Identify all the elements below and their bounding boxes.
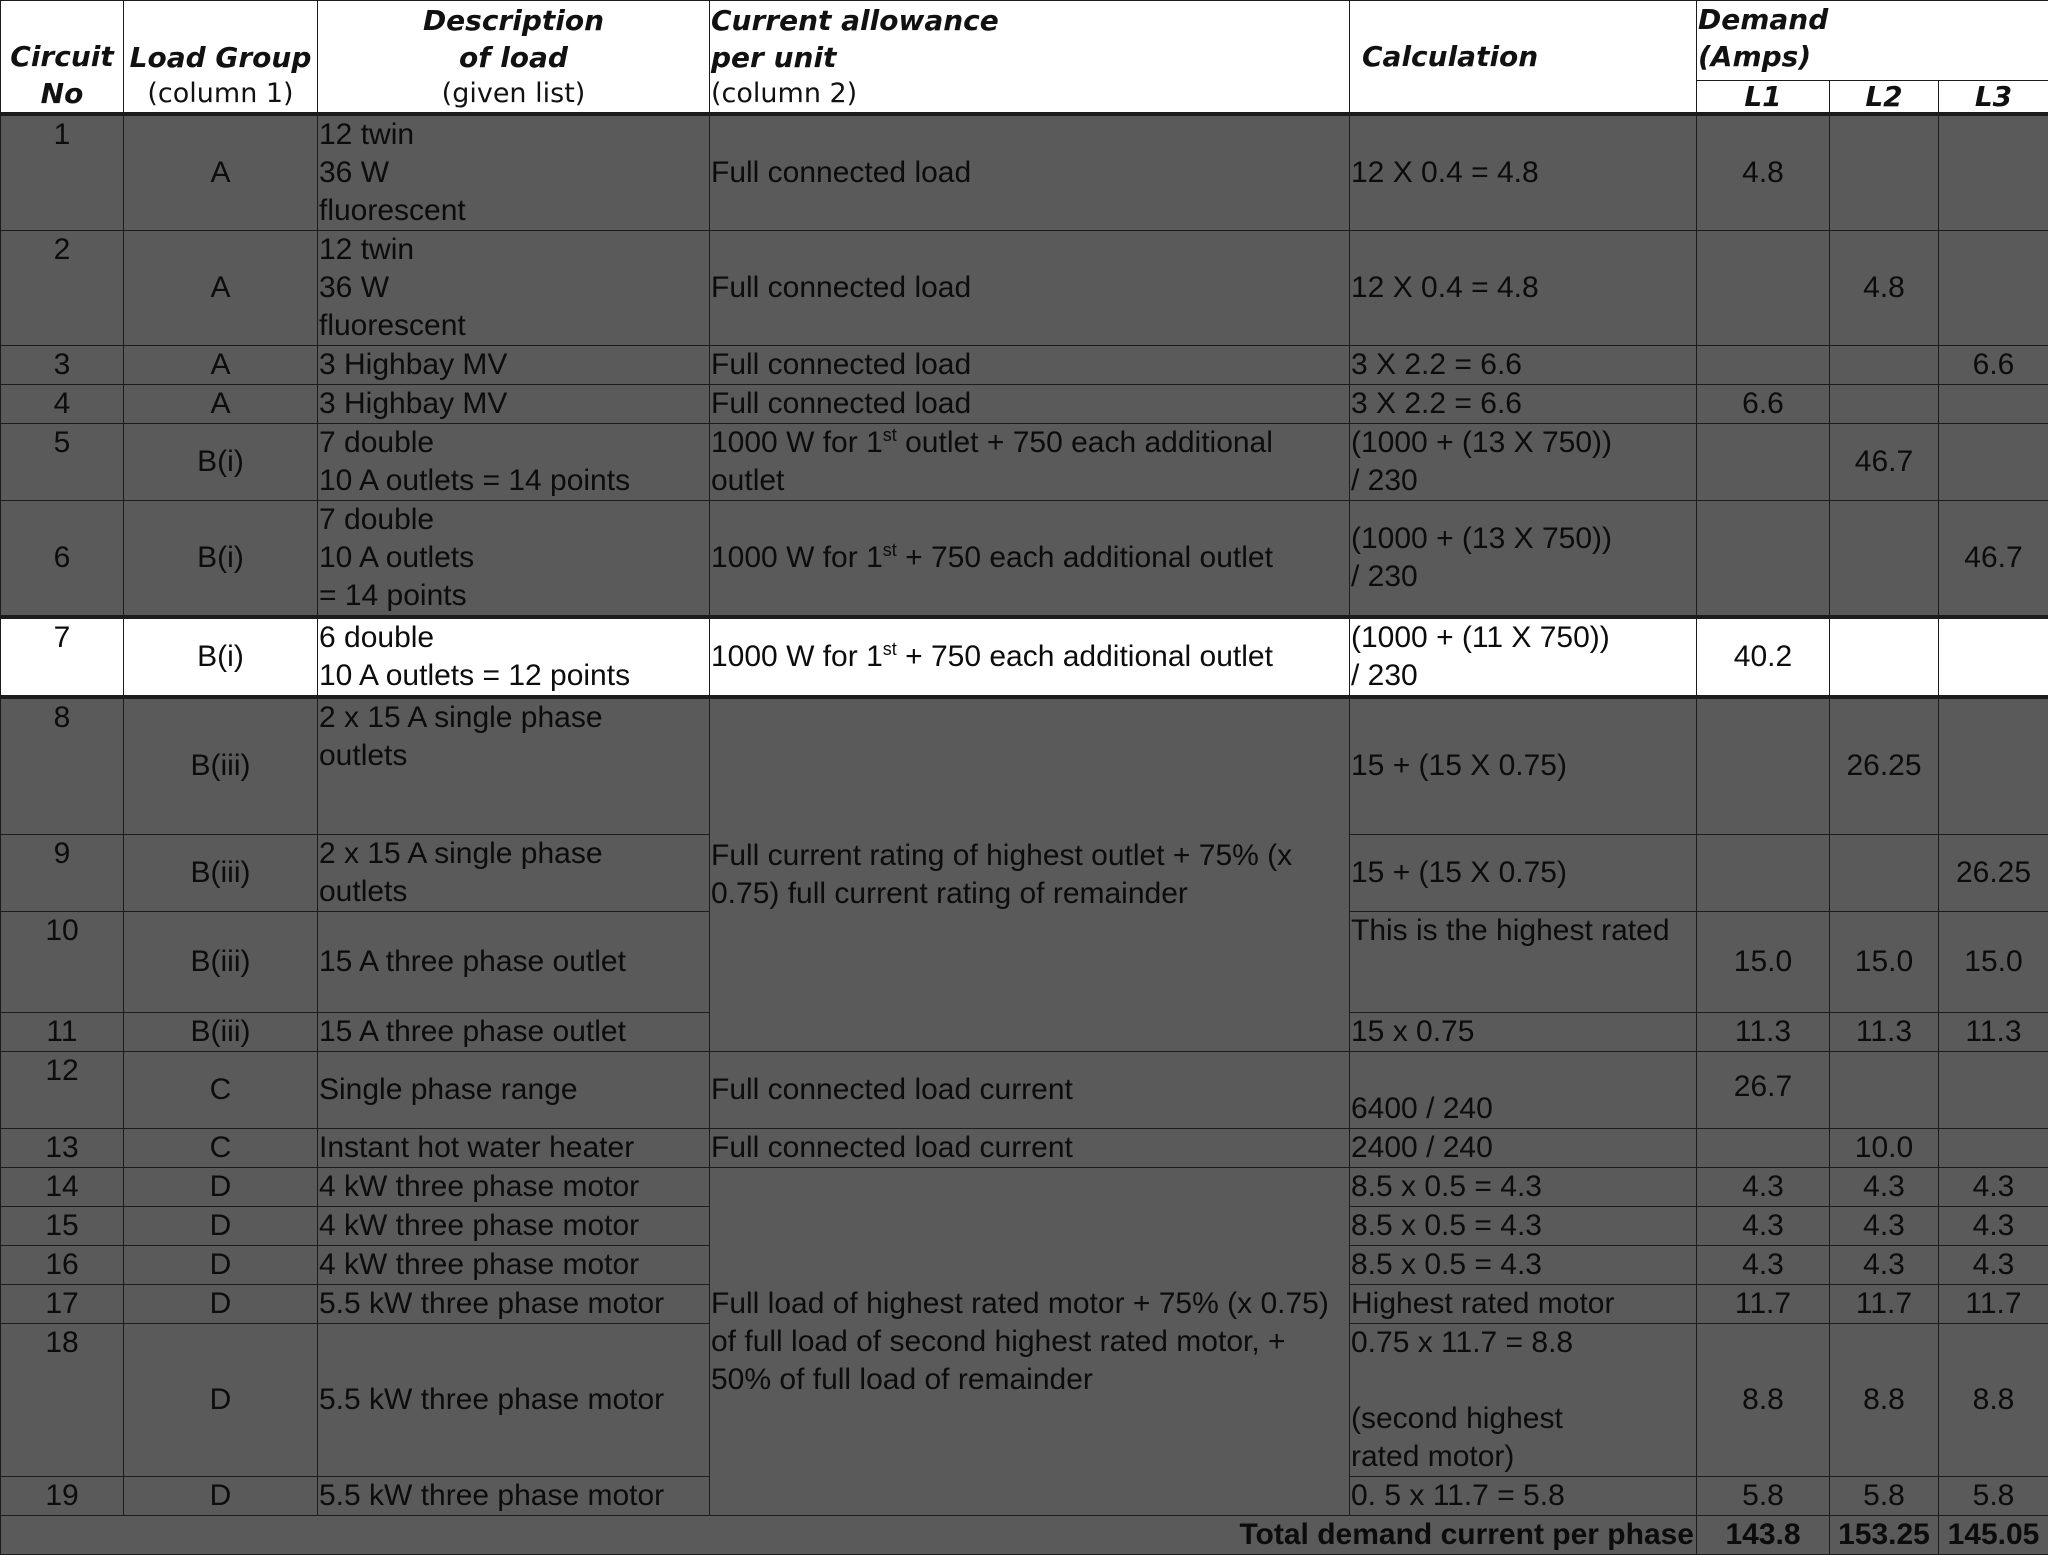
calculation-cell: (1000 + (11 X 750)) / 230 <box>1350 617 1697 697</box>
calculation-cell: 2400 / 240 <box>1350 1129 1697 1168</box>
calculation-cell: 8.5 x 0.5 = 4.3 <box>1350 1207 1697 1246</box>
allowance-cell: Full connected load <box>710 114 1350 231</box>
load-group-cell: B(i) <box>124 500 318 617</box>
description-cell: 6 double 10 A outlets = 12 points <box>318 617 710 697</box>
demand-l2-cell: 15.0 <box>1830 912 1939 1013</box>
load-group-cell: A <box>124 345 318 384</box>
allowance-cell: Full connected load <box>710 230 1350 345</box>
demand-l2-cell: 5.8 <box>1830 1477 1939 1516</box>
calculation-cell: This is the highest rated <box>1350 912 1697 1013</box>
demand-l1-cell: 6.6 <box>1697 384 1830 423</box>
demand-l3-cell: 11.3 <box>1939 1013 2048 1052</box>
demand-l1-cell: 15.0 <box>1697 912 1830 1013</box>
load-group-cell: B(iii) <box>124 835 318 912</box>
allowance-cell-merged-b-iii: Full current rating of highest outlet + 75% (x 0.75) full current rating of remainder <box>710 697 1350 1052</box>
header-demand: Demand (Amps) <box>1697 1 2048 81</box>
demand-l1-cell <box>1697 1129 1830 1168</box>
header-circuit-no: Circuit No <box>1 1 124 114</box>
calculation-cell: 15 + (15 X 0.75) <box>1350 697 1697 835</box>
demand-l3-cell: 11.7 <box>1939 1285 2048 1324</box>
circuit-no-cell: 1 <box>1 114 124 231</box>
table-row <box>1 423 2048 500</box>
description-cell: Instant hot water heater <box>318 1129 710 1168</box>
demand-l1-cell: 5.8 <box>1697 1477 1830 1516</box>
circuit-no-cell: 17 <box>1 1285 124 1324</box>
demand-l2-cell <box>1830 114 1939 231</box>
circuit-no-cell: 4 <box>1 384 124 423</box>
circuit-no-cell: 12 <box>1 1052 124 1129</box>
demand-l1-cell <box>1697 500 1830 617</box>
load-group-cell: C <box>124 1052 318 1129</box>
header-load-group: Load Group (column 1) <box>124 1 318 114</box>
demand-l2-cell: 26.25 <box>1830 697 1939 835</box>
calculation-cell: 3 X 2.2 = 6.6 <box>1350 384 1697 423</box>
allowance-cell: 1000 W for 1st outlet + 750 each additional outlet <box>710 423 1350 500</box>
demand-l1-cell: 26.7 <box>1697 1052 1830 1129</box>
description-cell: 7 double 10 A outlets = 14 points <box>318 423 710 500</box>
header-current-allowance: Current allowance per unit (column 2) <box>710 1 1350 114</box>
total-l3-cell: 145.05 <box>1939 1516 2048 1555</box>
allowance-cell: Full connected load <box>710 384 1350 423</box>
table-row <box>1 500 2048 617</box>
demand-l1-cell: 4.3 <box>1697 1168 1830 1207</box>
circuit-no-cell: 16 <box>1 1246 124 1285</box>
demand-l1-cell <box>1697 423 1830 500</box>
circuit-no-cell: 14 <box>1 1168 124 1207</box>
calculation-cell: 12 X 0.4 = 4.8 <box>1350 230 1697 345</box>
table-row <box>1 345 2048 384</box>
calculation-cell: 8.5 x 0.5 = 4.3 <box>1350 1246 1697 1285</box>
description-cell: 4 kW three phase motor <box>318 1168 710 1207</box>
load-group-cell: B(iii) <box>124 1013 318 1052</box>
demand-l1-cell: 8.8 <box>1697 1324 1830 1477</box>
load-group-cell: D <box>124 1246 318 1285</box>
load-group-cell: B(i) <box>124 423 318 500</box>
header-description: Description of load (given list) <box>318 1 710 114</box>
table-row <box>1 384 2048 423</box>
load-group-cell: D <box>124 1477 318 1516</box>
calculation-cell: 8.5 x 0.5 = 4.3 <box>1350 1168 1697 1207</box>
demand-l2-cell: 4.3 <box>1830 1246 1939 1285</box>
table-row <box>1 697 2048 835</box>
table-row <box>1 617 2048 697</box>
demand-l1-cell: 11.3 <box>1697 1013 1830 1052</box>
description-cell: 12 twin 36 W fluorescent <box>318 230 710 345</box>
calculation-cell: (1000 + (13 X 750)) / 230 <box>1350 500 1697 617</box>
demand-l3-cell: 8.8 <box>1939 1324 2048 1477</box>
calculation-cell: 15 + (15 X 0.75) <box>1350 835 1697 912</box>
demand-l1-cell <box>1697 835 1830 912</box>
demand-l2-cell: 4.8 <box>1830 230 1939 345</box>
load-group-cell: D <box>124 1285 318 1324</box>
table-row <box>1 1052 2048 1129</box>
demand-l3-cell <box>1939 423 2048 500</box>
demand-l3-cell <box>1939 697 2048 835</box>
table-row <box>1 1129 2048 1168</box>
calculation-cell: (1000 + (13 X 750)) / 230 <box>1350 423 1697 500</box>
circuit-no-cell: 8 <box>1 697 124 835</box>
calculation-cell: 12 X 0.4 = 4.8 <box>1350 114 1697 231</box>
demand-l1-cell: 4.3 <box>1697 1207 1830 1246</box>
demand-l1-cell: 4.8 <box>1697 114 1830 231</box>
header-l3: L3 <box>1939 81 2048 114</box>
description-cell: 15 A three phase outlet <box>318 912 710 1013</box>
load-group-cell: D <box>124 1324 318 1477</box>
circuit-no-cell: 13 <box>1 1129 124 1168</box>
circuit-no-cell: 9 <box>1 835 124 912</box>
circuit-no-cell: 2 <box>1 230 124 345</box>
demand-l3-cell <box>1939 1129 2048 1168</box>
load-group-cell: B(iii) <box>124 697 318 835</box>
demand-l2-cell <box>1830 345 1939 384</box>
description-cell: 3 Highbay MV <box>318 384 710 423</box>
demand-l3-cell: 4.3 <box>1939 1168 2048 1207</box>
load-group-cell: D <box>124 1168 318 1207</box>
calculation-cell: 0. 5 x 11.7 = 5.8 <box>1350 1477 1697 1516</box>
allowance-cell: Full connected load current <box>710 1052 1350 1129</box>
description-cell: Single phase range <box>318 1052 710 1129</box>
calculation-cell: 0.75 x 11.7 = 8.8 (second highest rated motor) <box>1350 1324 1697 1477</box>
demand-l2-cell <box>1830 500 1939 617</box>
circuit-no-cell: 7 <box>1 617 124 697</box>
table-row <box>1 114 2048 231</box>
header-calculation: Calculation <box>1350 1 1697 114</box>
table-row <box>1 1168 2048 1207</box>
totals-label: Total demand current per phase <box>1 1516 1697 1555</box>
calculation-cell: 6400 / 240 <box>1350 1052 1697 1129</box>
demand-l2-cell: 8.8 <box>1830 1324 1939 1477</box>
allowance-cell-merged-d: Full load of highest rated motor + 75% (x 0.75) of full load of second highest rated motor, + 50% of full load of remainder <box>710 1168 1350 1516</box>
demand-l1-cell: 4.3 <box>1697 1246 1830 1285</box>
demand-l1-cell: 11.7 <box>1697 1285 1830 1324</box>
demand-l3-cell: 46.7 <box>1939 500 2048 617</box>
demand-l3-cell: 15.0 <box>1939 912 2048 1013</box>
description-cell: 5.5 kW three phase motor <box>318 1324 710 1477</box>
circuit-no-cell: 5 <box>1 423 124 500</box>
circuit-no-cell: 15 <box>1 1207 124 1246</box>
demand-l2-cell: 11.3 <box>1830 1013 1939 1052</box>
demand-l2-cell <box>1830 384 1939 423</box>
allowance-cell: Full connected load <box>710 345 1350 384</box>
description-cell: 12 twin 36 W fluorescent <box>318 114 710 231</box>
description-cell: 2 x 15 A single phase outlets <box>318 697 710 835</box>
description-cell: 4 kW three phase motor <box>318 1207 710 1246</box>
calculation-cell: 15 x 0.75 <box>1350 1013 1697 1052</box>
demand-l3-cell: 6.6 <box>1939 345 2048 384</box>
allowance-cell: 1000 W for 1st + 750 each additional outlet <box>710 617 1350 697</box>
demand-l3-cell <box>1939 617 2048 697</box>
calculation-cell: 3 X 2.2 = 6.6 <box>1350 345 1697 384</box>
demand-l2-cell: 4.3 <box>1830 1168 1939 1207</box>
demand-l3-cell: 4.3 <box>1939 1207 2048 1246</box>
circuit-no-cell: 6 <box>1 500 124 617</box>
demand-l1-cell <box>1697 697 1830 835</box>
allowance-cell: 1000 W for 1st + 750 each additional outlet <box>710 500 1350 617</box>
description-cell: 4 kW three phase motor <box>318 1246 710 1285</box>
demand-l2-cell <box>1830 1052 1939 1129</box>
demand-l3-cell <box>1939 1052 2048 1129</box>
description-cell: 5.5 kW three phase motor <box>318 1477 710 1516</box>
demand-l2-cell: 46.7 <box>1830 423 1939 500</box>
header-l2: L2 <box>1830 81 1939 114</box>
total-l2-cell: 153.25 <box>1830 1516 1939 1555</box>
demand-l3-cell: 5.8 <box>1939 1477 2048 1516</box>
demand-l2-cell <box>1830 835 1939 912</box>
total-l1-cell: 143.8 <box>1697 1516 1830 1555</box>
header-l1: L1 <box>1697 81 1830 114</box>
load-group-cell: B(i) <box>124 617 318 697</box>
load-group-cell: C <box>124 1129 318 1168</box>
load-group-cell: A <box>124 384 318 423</box>
demand-l1-cell: 40.2 <box>1697 617 1830 697</box>
demand-l2-cell: 11.7 <box>1830 1285 1939 1324</box>
circuit-no-cell: 10 <box>1 912 124 1013</box>
description-cell: 15 A three phase outlet <box>318 1013 710 1052</box>
description-cell: 3 Highbay MV <box>318 345 710 384</box>
demand-l2-cell: 10.0 <box>1830 1129 1939 1168</box>
load-group-cell: A <box>124 230 318 345</box>
description-cell: 2 x 15 A single phase outlets <box>318 835 710 912</box>
circuit-no-cell: 3 <box>1 345 124 384</box>
circuit-no-cell: 19 <box>1 1477 124 1516</box>
demand-l3-cell <box>1939 230 2048 345</box>
load-group-cell: A <box>124 114 318 231</box>
demand-l3-cell <box>1939 114 2048 231</box>
calculation-cell: Highest rated motor <box>1350 1285 1697 1324</box>
demand-l1-cell <box>1697 345 1830 384</box>
table-row <box>1 230 2048 345</box>
circuit-no-cell: 18 <box>1 1324 124 1477</box>
allowance-cell: Full connected load current <box>710 1129 1350 1168</box>
circuit-no-cell: 11 <box>1 1013 124 1052</box>
description-cell: 5.5 kW three phase motor <box>318 1285 710 1324</box>
totals-row <box>1 1516 2048 1555</box>
demand-l2-cell <box>1830 617 1939 697</box>
load-group-cell: B(iii) <box>124 912 318 1013</box>
demand-l2-cell: 4.3 <box>1830 1207 1939 1246</box>
demand-l1-cell <box>1697 230 1830 345</box>
load-group-cell: D <box>124 1207 318 1246</box>
demand-l3-cell: 4.3 <box>1939 1246 2048 1285</box>
demand-l3-cell: 26.25 <box>1939 835 2048 912</box>
demand-l3-cell <box>1939 384 2048 423</box>
description-cell: 7 double 10 A outlets = 14 points <box>318 500 710 617</box>
